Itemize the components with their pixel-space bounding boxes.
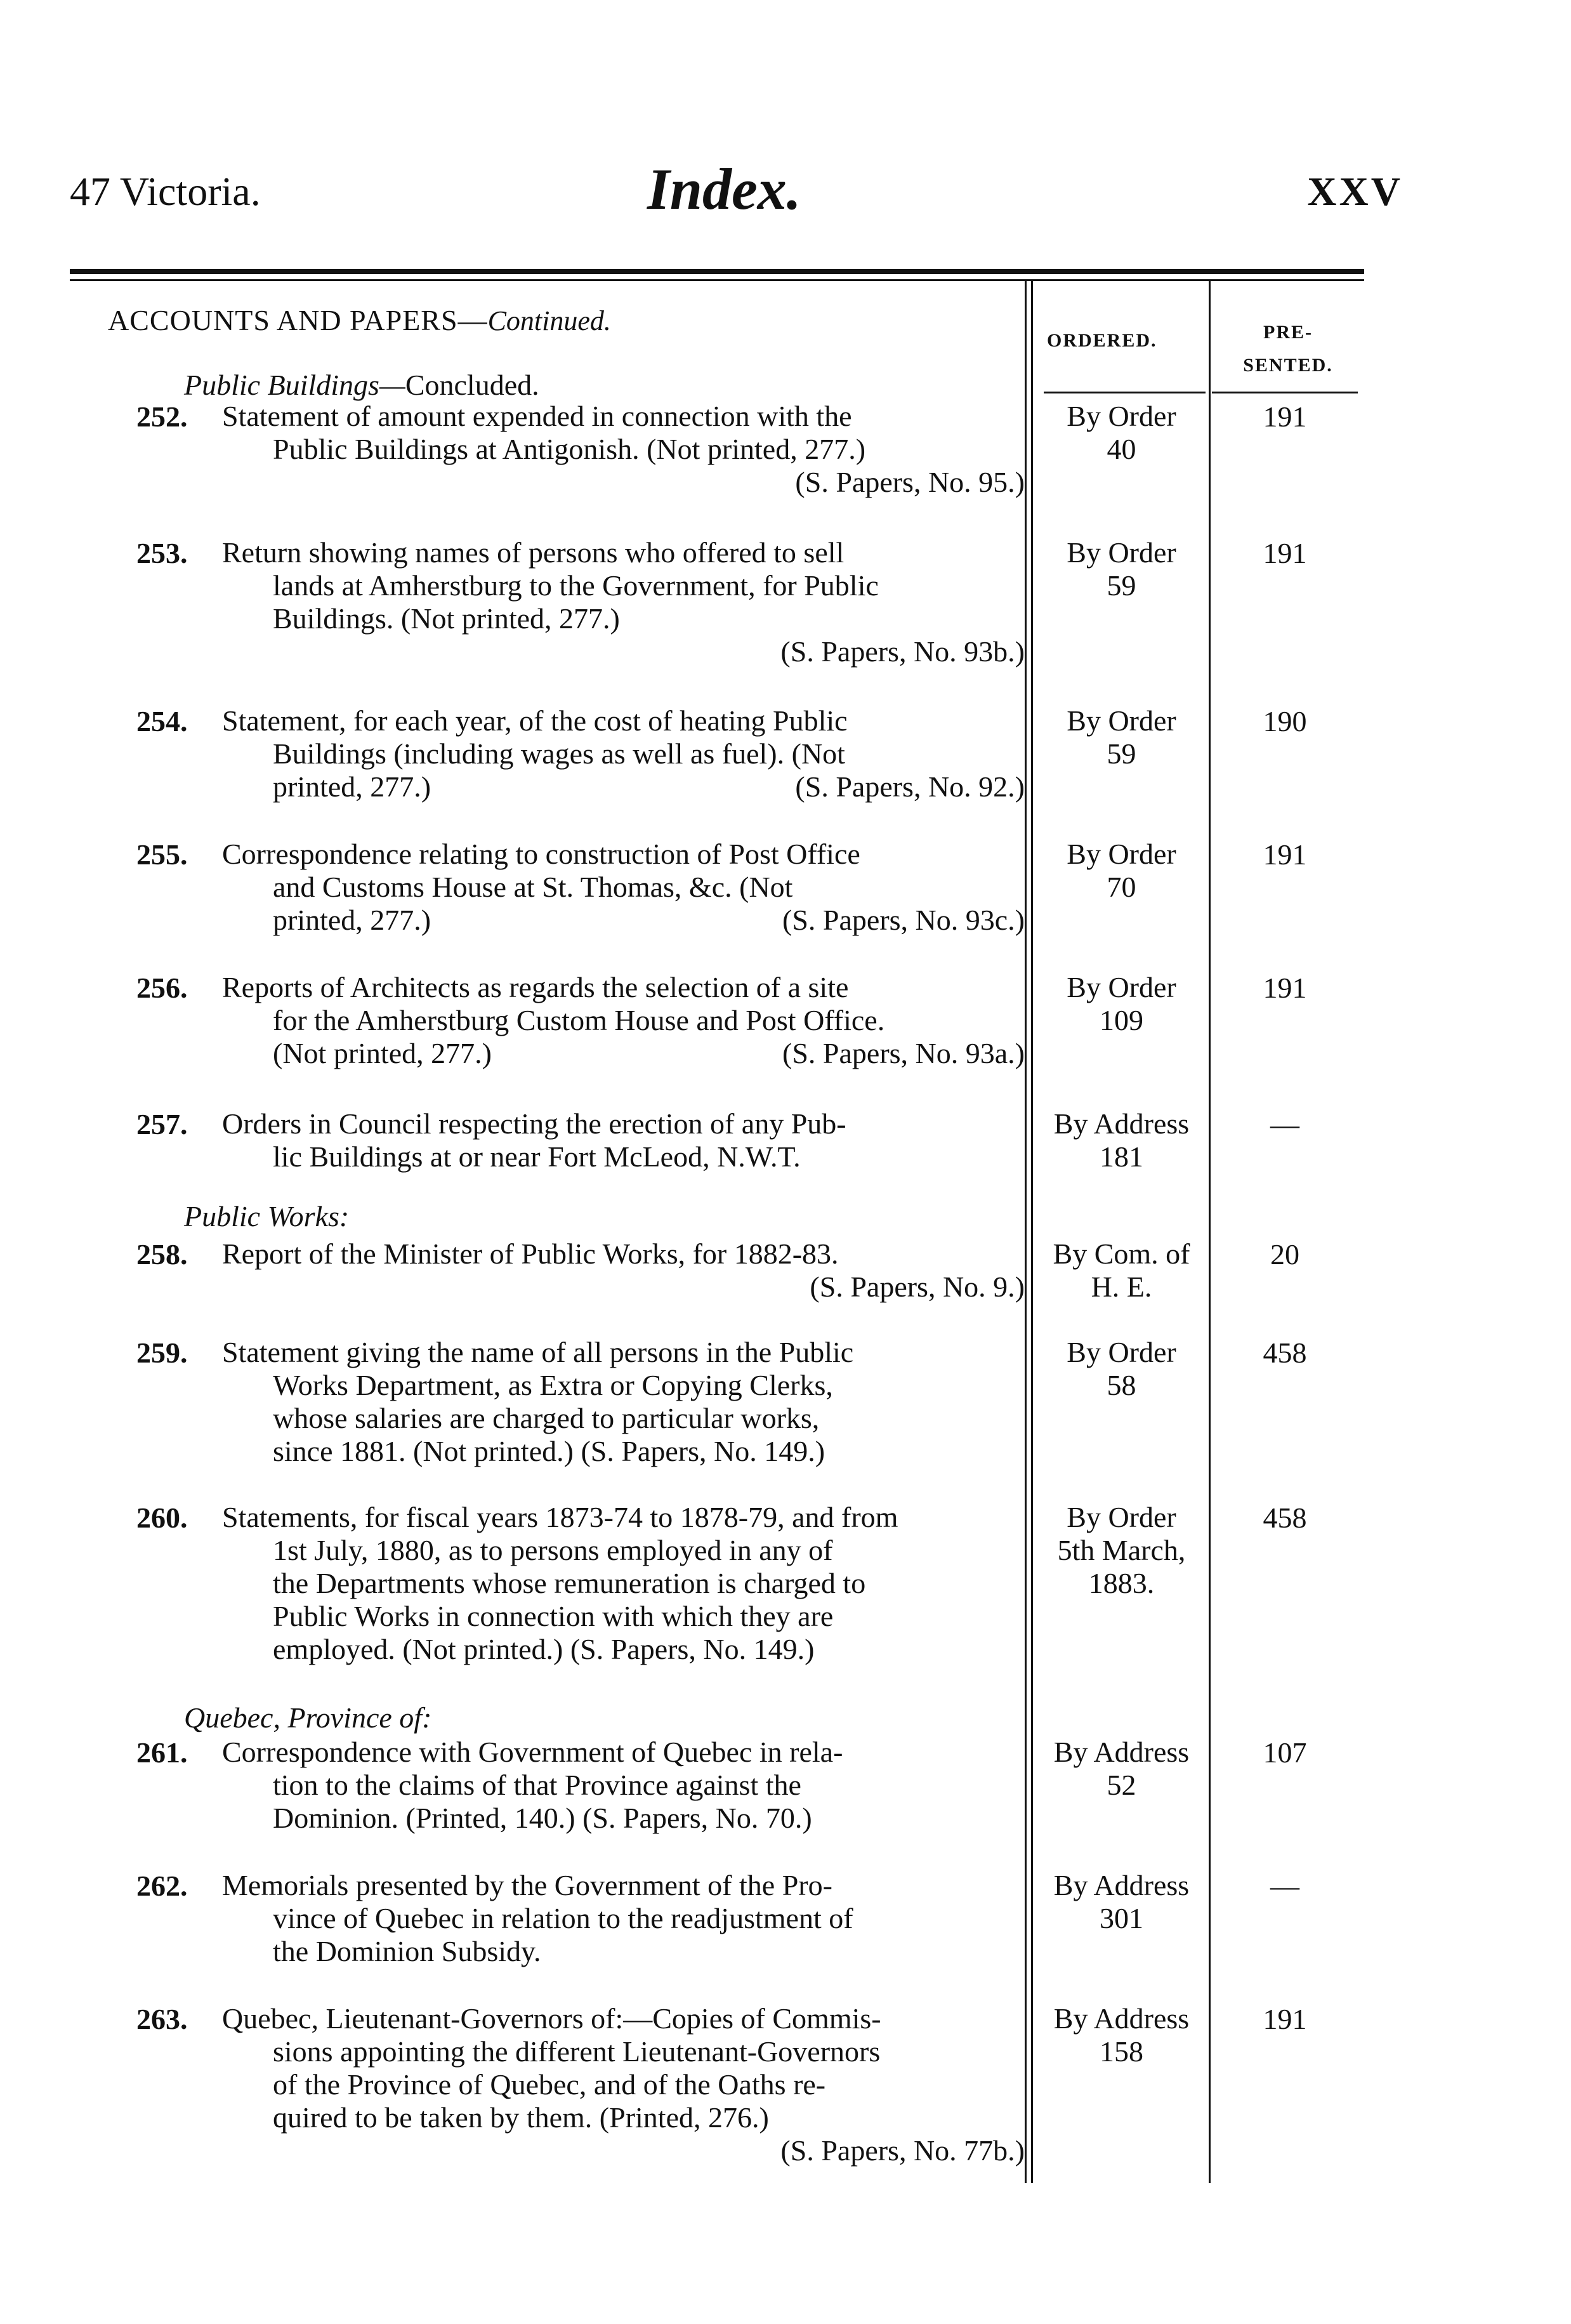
- entry-description-ref: [222, 904, 1025, 937]
- entry-line: Quebec, Lieutenant-Governors of:—Copies of Commis-: [222, 2002, 881, 2035]
- entry-description: [222, 1736, 1025, 1835]
- entry-description: [222, 1869, 1025, 1968]
- ordered-line: 1883.: [1088, 1567, 1155, 1599]
- entry-line: Memorials presented by the Government of the Pro-: [222, 1869, 832, 1901]
- entry-line: Statement of amount expended in connection with the: [222, 400, 852, 432]
- entry-line: since 1881. (Not printed.) (S. Papers, No. 149.): [273, 1435, 825, 1467]
- entry-line: whose salaries are charged to particular works,: [273, 1402, 820, 1434]
- entry-line: vince of Quebec in relation to the readjustment of: [273, 1902, 853, 1934]
- entry-line: Buildings. (Not printed, 277.): [273, 602, 620, 635]
- entry-description: [222, 1501, 1025, 1666]
- ordered-line: By Address: [1053, 1107, 1190, 1140]
- header-rule-thin: [70, 279, 1364, 281]
- ordered-line: 59: [1107, 737, 1136, 770]
- entry-line: quired to be taken by them. (Printed, 276.): [273, 2101, 769, 2134]
- ordered-line: 301: [1100, 1902, 1143, 1934]
- entry-line: employed. (Not printed.) (S. Papers, No. 149.): [273, 1633, 815, 1665]
- column-header-ordered: ORDERED.: [1047, 330, 1157, 351]
- ordered-line: 70: [1107, 871, 1136, 903]
- ordered-line: By Address: [1053, 1869, 1190, 1901]
- entry-description: [222, 400, 1025, 499]
- entry-number: 254.: [136, 705, 188, 737]
- ordered-line: By Address: [1053, 1736, 1190, 1768]
- entry-number: 262.: [136, 1870, 188, 1902]
- ordered-line: 158: [1100, 2035, 1143, 2068]
- column-header-presented: [1215, 316, 1361, 382]
- entry-line: Correspondence relating to construction of Post Office: [222, 838, 860, 870]
- ordered-line: 181: [1100, 1140, 1143, 1173]
- ordered-line: 58: [1107, 1369, 1136, 1401]
- entry-reference: (S. Papers, No. 9.): [810, 1271, 1025, 1303]
- ordered-line: By Order: [1067, 971, 1176, 1003]
- entry-line: printed, 277.): [273, 770, 431, 803]
- ordered-line: By Order: [1067, 704, 1176, 737]
- entry-line: Reports of Architects as regards the selection of a site: [222, 971, 849, 1003]
- entry-line: Statement giving the name of all persons in the Public: [222, 1336, 854, 1368]
- column-divider: [1209, 279, 1211, 2183]
- entry-presented: 458: [1263, 1337, 1307, 1369]
- subhead-tail: Concluded.: [405, 369, 539, 401]
- entry-presented: 191: [1263, 400, 1307, 433]
- entry-ordered: [1034, 838, 1209, 904]
- ordered-line: By Order: [1067, 536, 1176, 569]
- entry-description: [222, 1336, 1025, 1468]
- column-header-rule: [1212, 392, 1358, 393]
- entry-number: 258.: [136, 1238, 188, 1271]
- entry-line: lands at Amherstburg to the Government, for Public: [273, 569, 879, 602]
- entry-line: Statement, for each year, of the cost of heating Public: [222, 704, 848, 737]
- ordered-line: By Order: [1067, 1501, 1176, 1533]
- ordered-line: By Order: [1067, 1336, 1176, 1368]
- column-divider: [1025, 279, 1027, 2183]
- section-title: [108, 303, 611, 337]
- ordered-line: 109: [1100, 1004, 1143, 1036]
- entry-presented: 107: [1263, 1736, 1307, 1769]
- entry-presented: 458: [1263, 1502, 1307, 1534]
- entry-number: 253.: [136, 537, 188, 569]
- entry-ordered: [1034, 704, 1209, 770]
- ordered-line: By Order: [1067, 400, 1176, 432]
- entry-line: printed, 277.): [273, 904, 431, 936]
- entry-description: [222, 2002, 1025, 2167]
- entry-line: Correspondence with Government of Quebec in rela-: [222, 1736, 843, 1768]
- entry-line: lic Buildings at or near Fort McLeod, N.W.T.: [273, 1140, 801, 1173]
- entry-presented: 191: [1263, 2003, 1307, 2035]
- entry-ordered: [1034, 2002, 1209, 2068]
- entry-description: [222, 1238, 1025, 1304]
- header-rule-thick: [70, 269, 1364, 274]
- header-page-number: XXV: [1307, 169, 1403, 214]
- entry-description: [222, 536, 1025, 668]
- entry-description-ref: [222, 1037, 1025, 1070]
- entry-line: tion to the claims of that Province against the: [273, 1769, 801, 1801]
- column-divider: [1031, 279, 1033, 2183]
- subhead-text: Public Buildings—: [184, 369, 405, 401]
- column-header-presented-line1: PRE-: [1263, 322, 1313, 343]
- entry-presented: 191: [1263, 972, 1307, 1004]
- entry-line: sions appointing the different Lieutenant-Governors: [273, 2035, 881, 2068]
- entry-ordered: [1034, 971, 1209, 1037]
- entry-line: Orders in Council respecting the erection of any Pub-: [222, 1107, 846, 1140]
- entry-number: 263.: [136, 2003, 188, 2035]
- ordered-line: By Address: [1053, 2002, 1190, 2035]
- column-header-presented-line2: SENTED.: [1243, 355, 1333, 376]
- entry-number: 255.: [136, 838, 188, 871]
- entry-line: for the Amherstburg Custom House and Post Office.: [273, 1004, 885, 1036]
- ordered-line: By Com. of: [1053, 1238, 1190, 1270]
- entry-reference: (S. Papers, No. 77b.): [780, 2134, 1025, 2167]
- entry-ordered: [1034, 536, 1209, 602]
- entry-ordered: [1034, 400, 1209, 466]
- entry-ordered: [1034, 1238, 1209, 1304]
- header-title: Index.: [647, 157, 801, 221]
- entry-number: 252.: [136, 400, 188, 433]
- entry-ordered: [1034, 1107, 1209, 1173]
- entry-reference: (S. Papers, No. 93c.): [782, 904, 1025, 936]
- ordered-line: By Order: [1067, 838, 1176, 870]
- ordered-line: 59: [1107, 569, 1136, 602]
- page-header: [0, 143, 1571, 232]
- entry-number: 257.: [136, 1108, 188, 1140]
- entry-reference: (S. Papers, No. 95.): [795, 466, 1025, 498]
- ordered-line: 40: [1107, 433, 1136, 465]
- entry-ordered: [1034, 1501, 1209, 1600]
- entry-line: the Dominion Subsidy.: [273, 1935, 541, 1967]
- header-volume: 47 Victoria.: [70, 169, 261, 214]
- entry-reference: (S. Papers, No. 93a.): [782, 1037, 1025, 1069]
- entry-ordered: [1034, 1336, 1209, 1402]
- entry-line: and Customs House at St. Thomas, &c. (Not: [273, 871, 793, 903]
- entry-presented: —: [1270, 1108, 1299, 1140]
- ordered-line: 52: [1107, 1769, 1136, 1801]
- entry-number: 260.: [136, 1502, 188, 1534]
- section-title-suffix: Continued.: [487, 305, 611, 336]
- entry-presented: 191: [1263, 537, 1307, 569]
- entry-line: Public Buildings at Antigonish. (Not printed, 277.): [273, 433, 866, 465]
- ordered-line: 5th March,: [1057, 1534, 1186, 1566]
- entry-line: Dominion. (Printed, 140.) (S. Papers, No. 70.): [273, 1802, 812, 1834]
- subhead-quebec-province: Quebec, Province of:: [184, 1701, 432, 1734]
- entry-presented: 190: [1263, 705, 1307, 737]
- entry-line: (Not printed, 277.): [273, 1037, 492, 1069]
- entry-line: Works Department, as Extra or Copying Clerks,: [273, 1369, 833, 1401]
- entry-presented: 191: [1263, 838, 1307, 871]
- subhead-public-works: Public Works:: [184, 1200, 350, 1232]
- entry-ordered: [1034, 1736, 1209, 1802]
- entry-line: 1st July, 1880, as to persons employed in any of: [273, 1534, 833, 1566]
- entry-line: of the Province of Quebec, and of the Oaths re-: [273, 2068, 826, 2101]
- section-title-text: ACCOUNTS AND PAPERS—: [108, 304, 488, 336]
- entry-description: [222, 1107, 1025, 1173]
- entry-ordered: [1034, 1869, 1209, 1935]
- subhead-public-buildings: [184, 368, 539, 402]
- entry-number: 256.: [136, 972, 188, 1004]
- entry-reference: (S. Papers, No. 92.): [795, 770, 1025, 803]
- entry-presented: 20: [1270, 1238, 1299, 1271]
- entry-line: Statements, for fiscal years 1873-74 to 1878-79, and from: [222, 1501, 898, 1533]
- entry-line: Return showing names of persons who offered to sell: [222, 536, 845, 569]
- entry-presented: —: [1270, 1870, 1299, 1902]
- entry-line: Report of the Minister of Public Works, for 1882-83.: [222, 1238, 839, 1270]
- entry-number: 259.: [136, 1337, 188, 1369]
- entry-number: 261.: [136, 1736, 188, 1769]
- entry-description-ref: [222, 770, 1025, 803]
- entry-reference: (S. Papers, No. 93b.): [780, 635, 1025, 668]
- ordered-line: H. E.: [1091, 1271, 1152, 1303]
- entry-line: the Departments whose remuneration is charged to: [273, 1567, 866, 1599]
- entry-line: Public Works in connection with which they are: [273, 1600, 834, 1632]
- column-header-rule: [1044, 392, 1206, 393]
- entry-line: Buildings (including wages as well as fuel). (Not: [273, 737, 845, 770]
